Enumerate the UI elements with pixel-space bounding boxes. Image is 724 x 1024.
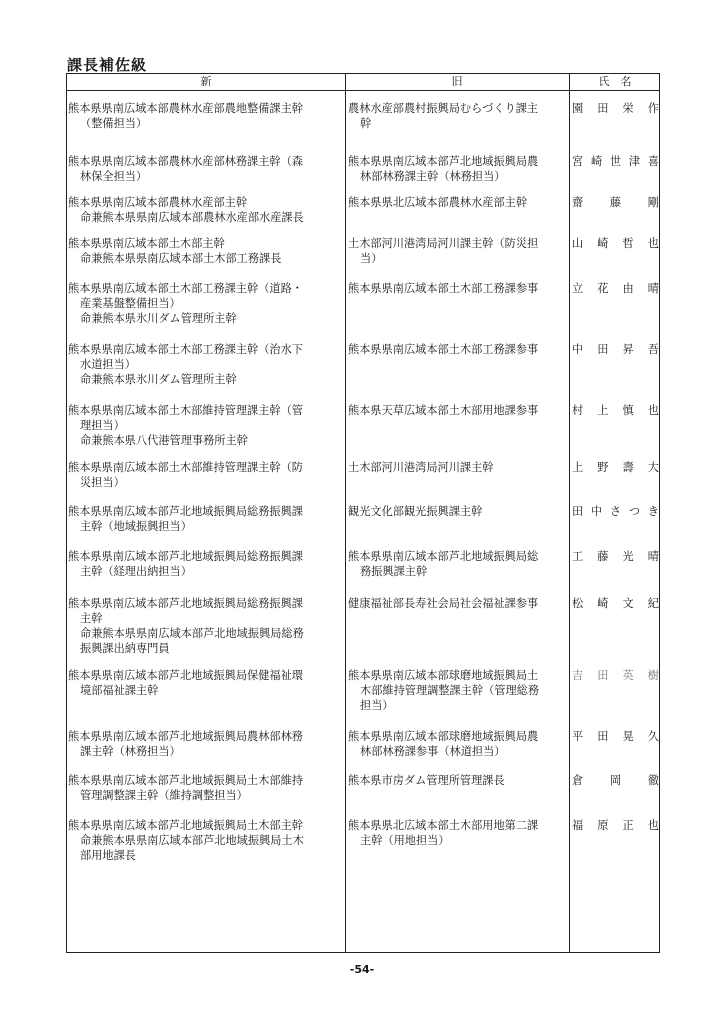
position-line: （整備担当）: [80, 117, 148, 130]
old-position-cell: [348, 668, 568, 713]
position-line: 境部福祉課主幹: [80, 684, 159, 697]
section-title: 課長補佐級: [67, 56, 148, 74]
position-line: 熊本県県北広域本部農林水産部主幹: [348, 196, 528, 209]
header-name: 氏 名: [598, 75, 632, 88]
new-position-cell: [68, 460, 344, 490]
position-line: 命兼熊本県県南広域本部農林水産部水産課長: [80, 211, 304, 224]
position-line: 命兼熊本県八代港管理事務所主幹: [80, 434, 248, 447]
new-position-cell: [68, 342, 344, 387]
position-line: 部用地課長: [80, 849, 136, 862]
position-line: 熊本県市房ダム管理所管理課長: [348, 774, 505, 787]
person-name: 田 中 さ つ き: [572, 505, 659, 518]
position-line: 熊本県県南広域本部芦北地域振興局総: [348, 550, 539, 563]
position-line: 命兼熊本県氷川ダム管理所主幹: [80, 312, 237, 325]
person-name: 立 花 由 晴: [572, 282, 659, 295]
position-line: 熊本県県南広域本部芦北地域振興局土木部維持: [68, 774, 303, 787]
new-position-cell: [68, 773, 344, 803]
new-position-cell: [68, 596, 344, 656]
position-line: 熊本県県南広域本部芦北地域振興局保健福祉環: [68, 669, 303, 682]
position-line: 熊本県県南広域本部土木部工務課参事: [348, 282, 539, 295]
person-name: 村 上 慎 也: [572, 404, 659, 417]
old-position-cell: [348, 729, 568, 759]
header-old: 旧: [451, 75, 463, 88]
old-position-cell: [348, 504, 568, 519]
table-header: [67, 74, 659, 91]
position-line: 課主幹（林務担当）: [80, 745, 181, 758]
column-divider: [345, 74, 346, 952]
position-line: 熊本県県南広域本部土木部工務課参事: [348, 343, 539, 356]
position-line: 主幹: [80, 612, 103, 625]
position-line: 産業基盤整備担当）: [80, 297, 181, 310]
position-line: 主幹（用地担当）: [360, 834, 450, 847]
position-line: 当）: [360, 252, 383, 265]
position-line: 主幹（経理出納担当）: [80, 565, 192, 578]
old-position-cell: [348, 460, 568, 475]
position-line: 熊本県県南広域本部芦北地域振興局総務振興課: [68, 550, 303, 563]
position-line: 熊本県県南広域本部農林水産部主幹: [68, 196, 248, 209]
new-position-cell: [68, 549, 344, 579]
new-position-cell: [68, 818, 344, 863]
position-line: 土木部河川港湾局河川課主幹（防災担: [348, 237, 539, 250]
old-position-cell: [348, 549, 568, 579]
new-position-cell: [68, 504, 344, 534]
person-name: 福 原 正 也: [572, 819, 659, 832]
position-line: 健康福祉部長寿社会局社会福祉課参事: [348, 597, 539, 610]
position-line: 熊本県天草広域本部土木部用地課参事: [348, 404, 539, 417]
position-line: 熊本県県南広域本部土木部工務課主幹（治水下: [68, 343, 303, 356]
position-line: 熊本県県南広域本部球磨地域振興局土: [348, 669, 539, 682]
person-name: 山 崎 哲 也: [572, 237, 659, 250]
position-line: 幹: [360, 117, 372, 130]
new-position-cell: [68, 668, 344, 698]
new-position-cell: [68, 403, 344, 448]
position-line: 農林水産部農村振興局むらづくり課主: [348, 102, 539, 115]
position-line: 管理調整課主幹（維持調整担当）: [80, 789, 248, 802]
position-line: 熊本県県南広域本部土木部維持管理課主幹（管: [68, 404, 303, 417]
person-name: 園 田 栄 作: [572, 102, 659, 115]
position-line: 熊本県県南広域本部芦北地域振興局総務振興課: [68, 505, 303, 518]
person-name: 吉 田 英 樹: [572, 669, 659, 682]
person-name: 中 田 昇 吾: [572, 343, 659, 356]
old-position-cell: [348, 818, 568, 848]
position-line: 熊本県県南広域本部土木部主幹: [68, 237, 225, 250]
position-line: 理担当）: [80, 419, 125, 432]
position-line: 熊本県県南広域本部芦北地域振興局農林部林務: [68, 730, 303, 743]
position-line: 林部林務課主幹（林務担当）: [360, 170, 506, 183]
personnel-table: [66, 73, 660, 953]
position-line: 水道担当）: [80, 358, 136, 371]
position-line: 観光文化部観光振興課主幹: [348, 505, 483, 518]
old-position-cell: [348, 236, 568, 266]
position-line: 林保全担当）: [80, 170, 148, 183]
position-line: 命兼熊本県県南広域本部芦北地域振興局土木: [80, 834, 304, 847]
new-position-cell: [68, 281, 344, 326]
position-line: 担当）: [360, 699, 394, 712]
new-position-cell: [68, 729, 344, 759]
position-line: 熊本県県南広域本部球磨地域振興局農: [348, 730, 539, 743]
position-line: 熊本県県南広域本部芦北地域振興局土木部主幹: [68, 819, 303, 832]
position-line: 務振興課主幹: [360, 565, 428, 578]
position-line: 命兼熊本県氷川ダム管理所主幹: [80, 373, 237, 386]
position-line: 災担当）: [80, 476, 125, 489]
column-divider: [569, 74, 570, 952]
old-position-cell: [348, 281, 568, 296]
old-position-cell: [348, 773, 568, 788]
position-line: 木部維持管理調整課主幹（管理総務: [360, 684, 540, 697]
position-line: 林部林務課参事（林道担当）: [360, 745, 506, 758]
header-new: 新: [200, 75, 212, 88]
position-line: 命兼熊本県県南広域本部芦北地域振興局総務: [80, 627, 304, 640]
old-position-cell: [348, 101, 568, 131]
person-name: 倉 岡 徹: [572, 774, 659, 787]
person-name: 平 田 晃 久: [572, 730, 659, 743]
position-line: 振興課出納専門員: [80, 642, 170, 655]
old-position-cell: [348, 195, 568, 210]
person-name: 工 藤 光 晴: [572, 550, 659, 563]
position-line: 命兼熊本県県南広域本部土木部工務課長: [80, 252, 282, 265]
position-line: 熊本県県北広域本部土木部用地第二課: [348, 819, 539, 832]
position-line: 熊本県県南広域本部土木部工務課主幹（道路・: [68, 282, 303, 295]
new-position-cell: [68, 101, 344, 131]
position-line: 熊本県県南広域本部農林水産部農地整備課主幹: [68, 102, 303, 115]
person-name: 齋 藤 剛: [572, 196, 659, 209]
new-position-cell: [68, 154, 344, 184]
page-number: -54-: [349, 963, 375, 976]
position-line: 主幹（地域振興担当）: [80, 520, 192, 533]
position-line: 熊本県県南広域本部農林水産部林務課主幹（森: [68, 155, 303, 168]
new-position-cell: [68, 236, 344, 266]
person-name: 上 野 壽 大: [572, 461, 659, 474]
position-line: 土木部河川港湾局河川課主幹: [348, 461, 494, 474]
old-position-cell: [348, 154, 568, 184]
position-line: 熊本県県南広域本部芦北地域振興局農: [348, 155, 539, 168]
position-line: 熊本県県南広域本部芦北地域振興局総務振興課: [68, 597, 303, 610]
person-name: 宮 崎 世 津 喜: [572, 155, 659, 168]
old-position-cell: [348, 403, 568, 418]
new-position-cell: [68, 195, 344, 225]
old-position-cell: [348, 596, 568, 611]
old-position-cell: [348, 342, 568, 357]
person-name: 松 崎 文 紀: [572, 597, 659, 610]
position-line: 熊本県県南広域本部土木部維持管理課主幹（防: [68, 461, 303, 474]
